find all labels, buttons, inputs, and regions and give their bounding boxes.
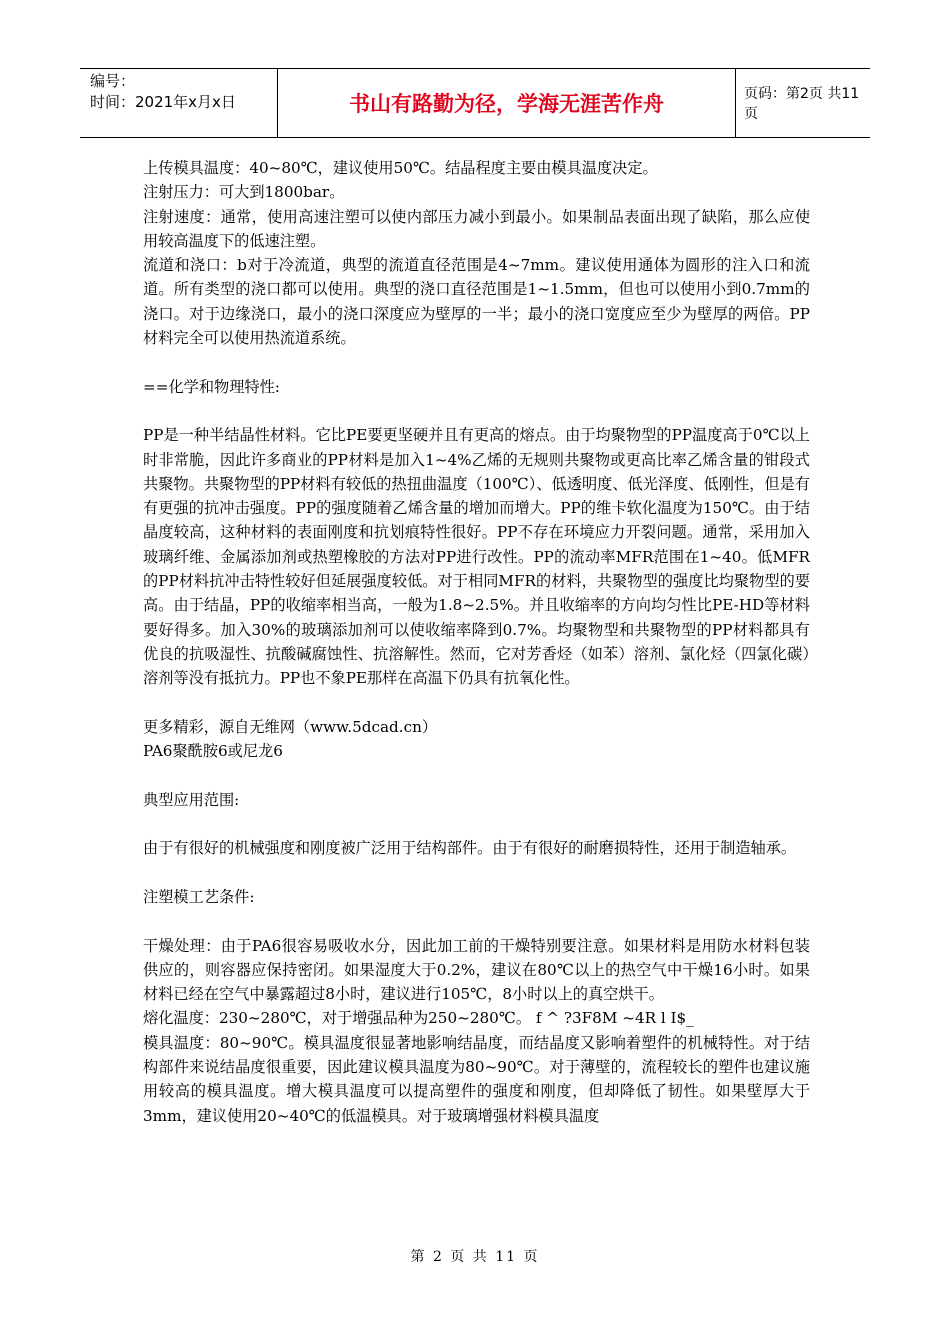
paragraph: 典型应用范围: (143, 790, 240, 809)
paragraph: 流道和浇口：b对于冷流道，典型的流道直径范围是4~7mm。建议使用通体为圆形的注入口和流道。所有类型的浇口都可以使用。典型的浇口直径范围是1~1.5mm，但也可以使用小到0.7mm的浇口。对于边缘浇口，最小的浇口深度应为壁厚的一半；最小的浇口宽度应至少为壁厚的两倍。PP材料完全可以使用热流道系统。 (143, 256, 810, 348)
blank-line (143, 691, 810, 715)
blank-line (143, 350, 810, 374)
paragraph: 模具温度：80~90℃。模具温度很显著地影响结晶度，而结晶度又影响着塑件的机械特性。对于结构部件来说结晶度很重要，因此建议模具温度为80~90℃。对于薄壁的，流程较长的塑件也建议施用较高的模具温度。增大模具温度可以提高塑件的强度和刚度，但却降低了韧性。如果壁厚大于3mm，建议使用20~40℃的低温模具。对于玻璃增强材料模具温度 (143, 1033, 810, 1125)
blank-line (143, 763, 810, 787)
blank-line (143, 812, 810, 836)
paragraph: 注射速度：通常，使用高速注塑可以使内部压力减小到最小。如果制品表面出现了缺陷，那么应使用较高温度下的低速注塑。 (143, 207, 810, 250)
paragraph: 干燥处理：由于PA6很容易吸收水分，因此加工前的干燥特别要注意。如果材料是用防水材料包装供应的，则容器应保持密闭。如果湿度大于0.2%，建议在80℃以上的热空气中干燥16小时。如果材料已经在空气中暴露超过8小时，建议进行105℃，8小时以上的真空烘干。 (143, 936, 810, 1004)
header-page-info: 页码：第2页 共11页 (744, 86, 860, 122)
paragraph: 由于有很好的机械强度和刚度被广泛用于结构部件。由于有很好的耐磨损特性，还用于制造轴承。 (143, 839, 797, 858)
header-meta (80, 69, 278, 137)
blank-line (143, 399, 810, 423)
document-body (143, 156, 810, 1128)
paragraph: PA6聚酰胺6或尼龙6 (143, 742, 283, 761)
paragraph: ==化学和物理特性: (143, 377, 280, 396)
paragraph: 上传模具温度：40~80℃，建议使用50℃。结晶程度主要由模具温度决定。 (143, 159, 658, 177)
paragraph: 注塑模工艺条件: (143, 887, 255, 906)
document-number-label: 编号： (90, 72, 136, 90)
blank-line (143, 909, 810, 933)
document-date: 时间：2021年x月x日 (90, 93, 236, 111)
paragraph: 注射压力：可大到1800bar。 (143, 183, 345, 202)
header-motto: 书山有路勤为径，学海无涯苦作舟 (278, 69, 736, 137)
blank-line (143, 861, 810, 885)
paragraph: PP是一种半结晶性材料。它比PE要更坚硬并且有更高的熔点。由于均聚物型的PP温度高于0℃以上时非常脆，因此许多商业的PP材料是加入1~4%乙烯的无规则共聚物或更高比率乙烯含量的钳段式共聚物。共聚物型的PP材料有较低的热扭曲温度（100℃）、低透明度、低光泽度、低刚性，但是有有更强的抗冲击强度。PP的强度随着乙烯含量的增加而增大。PP的维卡软化温度为150℃。由于结晶度较高，这种材料的表面刚度和抗划痕特性很好。PP不存在环境应力开裂问题。通常，采用加入玻璃纤维、金属添加剂或热塑橡胶的方法对PP进行改性。PP的流动率MFR范围在1~40。低MFR的PP材料抗冲击特性较好但延展强度较低。对于相同MFR的材料，共聚物型的强度比均聚物型的要高。由于结晶，PP的收缩率相当高，一般为1.8~2.5%。并且收缩率的方向均匀性比PE-HD等材料要好得多。加入30%的玻璃添加剂可以使收缩率降到0.7%。均聚物型和共聚物型的PP材料都具有优良的抗吸湿性、抗酸碱腐蚀性、抗溶解性。然而，它对芳香烃（如苯）溶剂、氯化烃（四氯化碳）溶剂等没有抵抗力。PP也不象PE那样在高温下仍具有抗氧化性。 (143, 426, 810, 688)
paragraph: 更多精彩，源自无维网（www.5dcad.cn） (143, 717, 438, 736)
paragraph: 熔化温度：230~280℃，对于增强品种为250~280℃。 f ^ ?3F8M ~4R l I$_ (143, 1009, 694, 1028)
page-footer: 第 2 页 共 11 页 (410, 1249, 540, 1265)
page-header (80, 68, 870, 138)
